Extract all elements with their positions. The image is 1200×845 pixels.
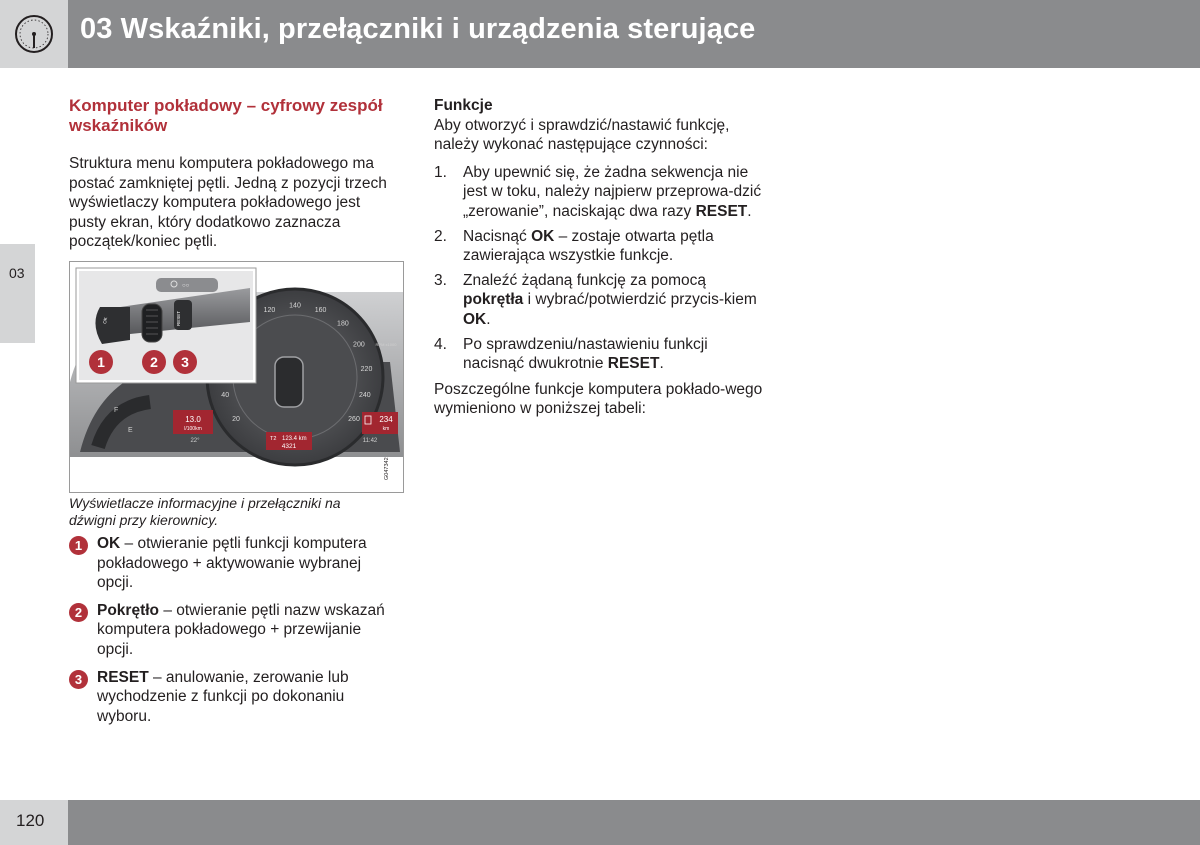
rpm-label: RPM x1000 <box>375 342 397 347</box>
range-value: 234 <box>379 415 393 424</box>
svg-text:E: E <box>128 427 133 434</box>
page-number: 120 <box>16 811 45 830</box>
legend-marker: 3 <box>69 670 88 689</box>
figure-marker-2 <box>142 350 166 374</box>
step-item-1: 1. Aby upewnić się, że żadna sekwencja nie jest w toku, należy najpierw przeprowa-dzić „zerowanie”, naciskając dwa razy RESET. <box>434 163 762 220</box>
functions-outro: Poszczególne funkcje komputera pokłado-wego wymieniono w poniższej tabeli: <box>434 380 763 418</box>
legend-text: – anulowanie, zerowanie lub wychodzenie z funkcji po dokonaniu wyboru. <box>97 668 349 725</box>
figure-legend <box>69 534 399 734</box>
instrument-figure <box>69 261 404 493</box>
speed-tick-label: 20 <box>232 415 240 423</box>
step-item-2: 2. Nacisnąć OK – zostaje otwarta pętla zawierająca wszystkie funkcje. <box>434 227 714 265</box>
svg-text:2: 2 <box>150 354 158 370</box>
right-column <box>434 96 769 419</box>
legend-text: – otwieranie pętli funkcji komputera pokładowego + aktywowanie wybranej opcji. <box>97 535 367 592</box>
car-icon <box>275 357 303 407</box>
figure-marker-1 <box>89 350 113 374</box>
speed-tick-label: 220 <box>360 366 373 374</box>
legend-term: Pokrętło <box>97 601 160 619</box>
trip-label: T2 <box>270 436 277 442</box>
speedometer-gauge-icon <box>0 0 68 68</box>
step-item-4: 4. Po sprawdzeniu/nastawieniu funkcji nacisnąć dwukrotnie RESET. <box>434 335 708 373</box>
stalk-ok-label: OK <box>102 316 109 325</box>
speed-tick-label: 260 <box>348 415 360 423</box>
legend-item-2 <box>69 601 399 660</box>
legend-marker: 2 <box>69 603 88 622</box>
steps-list <box>434 163 769 374</box>
left-column <box>69 96 399 252</box>
stalk-reset-label: RESET <box>176 310 181 326</box>
stalk-end <box>95 307 130 344</box>
figure-marker-3 <box>173 350 197 374</box>
legend-text: – otwieranie pętli nazw wskazań komputera pokładowego + przewijanie opcji. <box>97 601 385 658</box>
instrument-cluster-illustration <box>70 262 403 492</box>
svg-text:F: F <box>114 407 119 414</box>
speed-tick-label: 140 <box>289 302 301 310</box>
figure-caption: Wyświetlacze informacyjne i przełączniki na dźwigni przy kierownicy. <box>69 495 341 528</box>
intro-paragraph: Struktura menu komputera pokładowego ma postać zamkniętej pętli. Jedną z pozycji trzech wyświetlaczy komputera pokładowego jest pusty ekran, który dodatkowo zaznacza początek/koniec pętli. <box>69 155 387 251</box>
speed-tick-label: 200 <box>353 341 365 349</box>
outside-temp: 22° <box>190 438 200 444</box>
image-code: G047342 <box>384 457 390 480</box>
step-item-3: 3. Znaleźć żądaną funkcję za pomocą pokrętła i wybrać/potwierdzić przycis-kiem OK. <box>434 271 757 328</box>
consumption-unit: l/100km <box>184 426 202 432</box>
section-heading: Komputer pokładowy – cyfrowy zespół wskaźników <box>69 96 383 135</box>
legend-term: OK <box>97 535 121 552</box>
legend-marker: 1 <box>69 536 88 555</box>
svg-text:3: 3 <box>181 354 189 370</box>
clock: 11:42 <box>362 438 378 444</box>
speed-tick-label: 120 <box>263 307 276 315</box>
speed-tick-label: 160 <box>314 307 327 315</box>
speed-tick-label: 240 <box>358 392 371 400</box>
trip-value: 123.4 km <box>282 436 307 442</box>
header-icon-box <box>0 0 68 68</box>
speed-tick-label: 40 <box>221 392 230 400</box>
chapter-tab-label: 03 <box>9 265 25 281</box>
consumption-value: 13.0 <box>185 415 201 424</box>
svg-text:1: 1 <box>97 354 105 370</box>
svg-text:○○: ○○ <box>182 283 190 289</box>
chapter-tab <box>0 244 35 343</box>
page-title: 03 Wskaźniki, przełączniki i urządzenia sterujące <box>80 13 756 45</box>
functions-heading: Funkcje <box>434 97 493 114</box>
functions-intro: Aby otworzyć i sprawdzić/nastawić funkcję, należy wykonać następujące czynności: <box>434 116 730 154</box>
legend-term: RESET <box>97 668 149 686</box>
legend-item-3 <box>69 668 399 727</box>
speed-tick-label: 180 <box>337 320 349 328</box>
legend-item-1 <box>69 534 399 593</box>
odometer: 4321 <box>281 443 297 450</box>
range-unit: km <box>382 426 390 432</box>
page-footer <box>68 800 1200 845</box>
